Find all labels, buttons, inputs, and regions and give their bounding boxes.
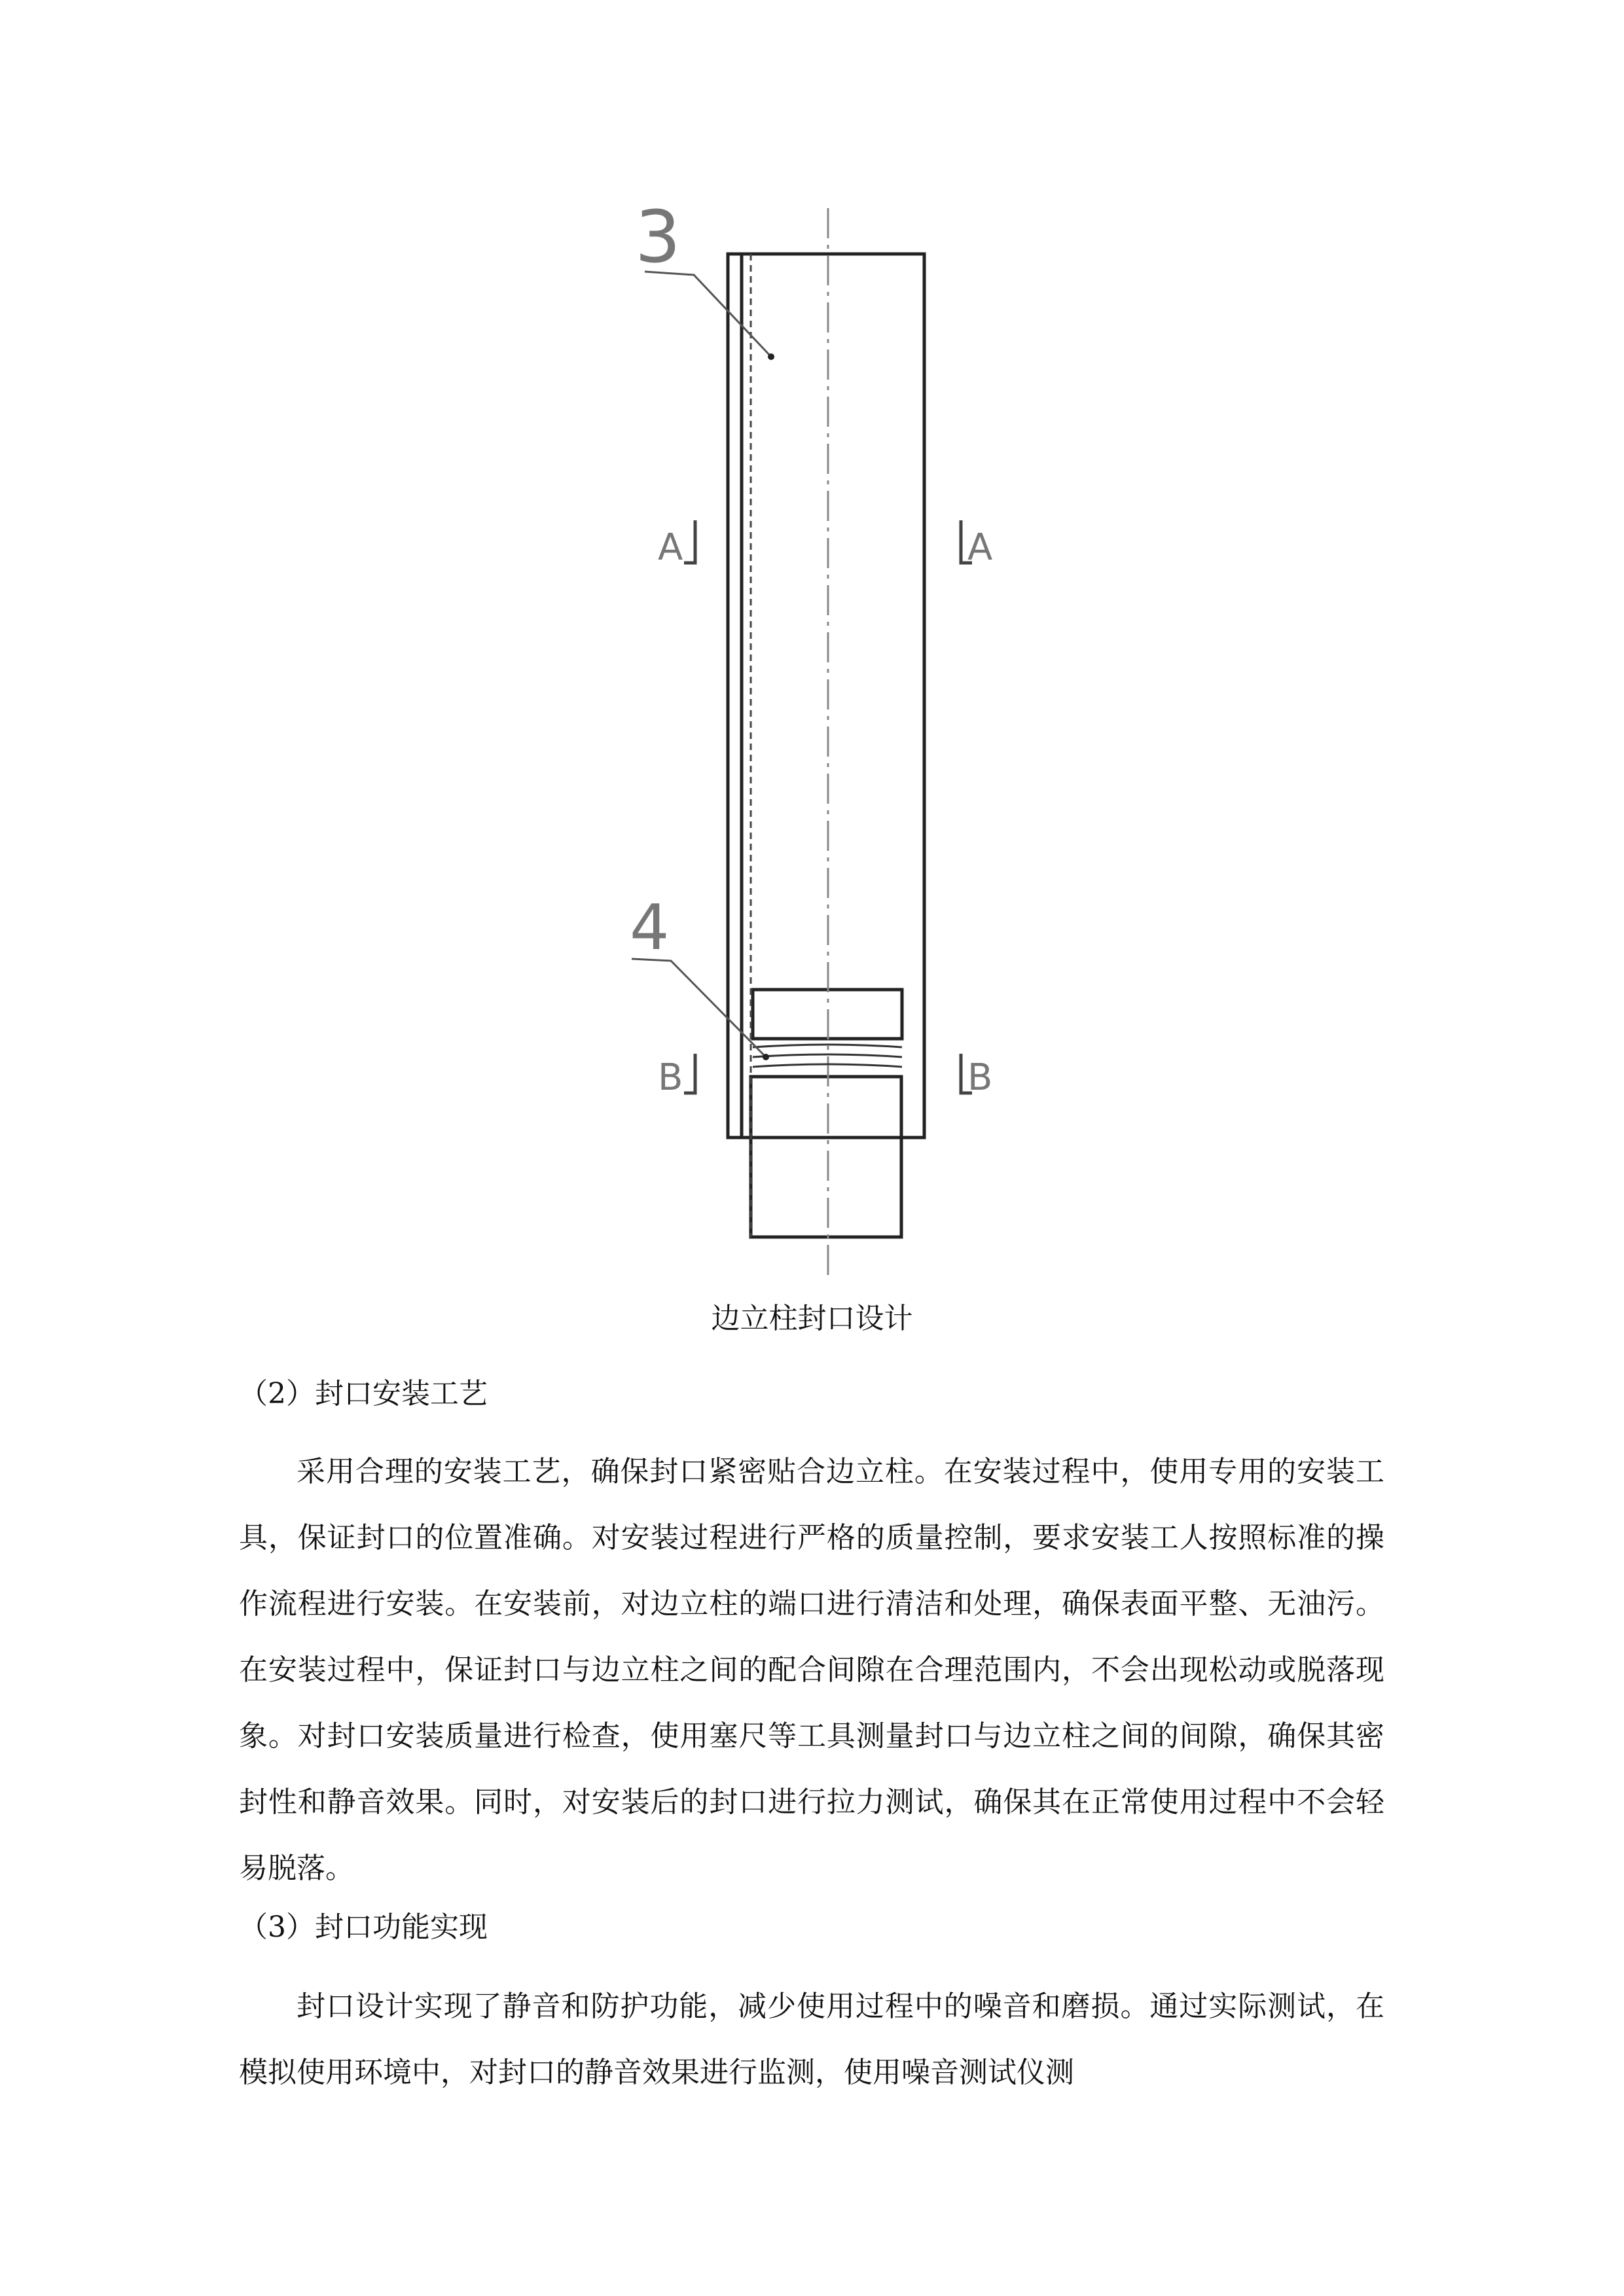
leader-line-4 xyxy=(632,959,766,1057)
section-a-left-marker xyxy=(684,520,695,563)
section-a-right-label: A xyxy=(967,526,993,569)
part-number-3: 3 xyxy=(635,195,681,279)
part-number-4: 4 xyxy=(630,892,670,964)
section-b-left-label: B xyxy=(658,1056,683,1099)
section-a-left-label: A xyxy=(658,526,683,569)
seal-insert-lower xyxy=(751,1077,901,1237)
leader-point-3 xyxy=(768,353,774,360)
leader-point-4 xyxy=(763,1054,769,1060)
paragraph-function: 封口设计实现了静音和防护功能，减少使用过程中的噪音和磨损。通过实际测试，在模拟使用环境中，对封口的静音效果进行监测，使用噪音测试仪测 xyxy=(239,1990,1384,2089)
leader-line-3 xyxy=(645,272,771,357)
paragraph-installation: 采用合理的安装工艺，确保封口紧密贴合边立柱。在安装过程中，使用专用的安装工具，保证封口的位置准确。对安装过程进行严格的质量控制，要求安装工人按照标准的操作流程进行安装。在安装前，对边立柱的端口进行清洁和处理，确保表面平整、无油污。在安装过程中，保证封口与边立柱之间的配合间隙在合理范围内，不会出现松动或脱落现象。对封口安装质量进行检查，使用塞尺等工具测量封口与边立柱之间的间隙，确保其密封性和静音效果。同时，对安装后的封口进行拉力测试，确保其在正常使用过程中不会轻易脱落。 xyxy=(239,1455,1384,1885)
section-heading-installation: （2）封口安装工艺 xyxy=(239,1377,488,1410)
outer-column-tube xyxy=(728,254,924,1138)
section-b-right-label: B xyxy=(967,1056,993,1099)
figure-caption: 边立柱封口设计 xyxy=(711,1302,913,1335)
section-b-left-marker xyxy=(684,1054,695,1093)
section-heading-function: （3）封口功能实现 xyxy=(239,1910,488,1944)
